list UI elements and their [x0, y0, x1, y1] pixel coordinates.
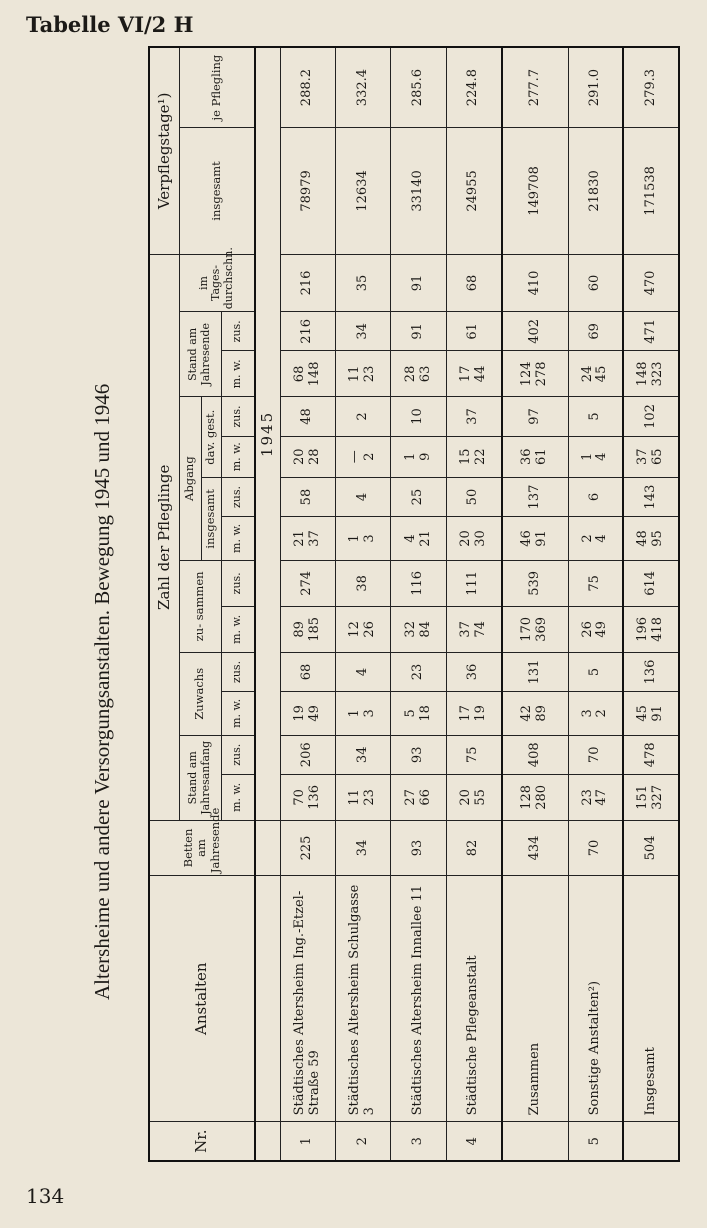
cell-w-value: 28 — [306, 448, 322, 466]
cell-w-value: 9 — [417, 452, 433, 461]
cell-vp-insgesamt: 149708 — [502, 128, 568, 255]
cell-m-value: 37 — [457, 621, 473, 638]
cell-w-value: 61 — [534, 448, 550, 466]
cell-nr — [502, 1122, 568, 1161]
data-table-container — [148, 46, 680, 1162]
cell-w-value: 91 — [534, 530, 550, 547]
cell-gest-zus: 37 — [446, 397, 501, 436]
cell-m-value: 1 — [579, 452, 595, 461]
cell-betten: 93 — [391, 820, 446, 875]
cell-tages: 91 — [391, 254, 446, 312]
cell-m-value: 11 — [347, 365, 363, 383]
cell-m-value: 1 — [347, 534, 363, 543]
cell-zs-zus: 539 — [502, 560, 568, 606]
cell-zuw-mw — [446, 692, 501, 736]
cell-w-value: 55 — [472, 789, 488, 806]
page-tag: Tabelle VI/2 H — [26, 12, 194, 37]
cell-m-value: 17 — [457, 705, 473, 722]
cell-zuw-mw — [502, 692, 568, 736]
table-row — [446, 47, 501, 1161]
cell-zuw-mw — [336, 692, 391, 736]
table-row — [623, 47, 679, 1161]
cell-m-value: 20 — [457, 530, 473, 547]
cell-gest-zus: 5 — [568, 397, 623, 436]
cell-vp-je: 288.2 — [280, 47, 335, 128]
cell-abg-zus: 143 — [623, 477, 679, 516]
cell-w-value: 26 — [362, 621, 378, 638]
cell-w-value: 369 — [534, 616, 550, 642]
cell-w-value: 91 — [650, 705, 666, 722]
header-davon-gestorben: dav. gest. — [201, 397, 221, 478]
cell-end-mw — [336, 351, 391, 397]
cell-m-value: 12 — [347, 621, 363, 638]
cell-vp-je: 224.8 — [446, 47, 501, 128]
cell-w-value: 45 — [594, 365, 610, 383]
cell-w-value: 23 — [362, 365, 378, 383]
cell-m-value: 1 — [347, 709, 363, 718]
cell-anf-zus: 408 — [502, 735, 568, 774]
cell-w-value: 49 — [594, 621, 610, 638]
header-zus: zus. — [221, 652, 255, 691]
cell-anstalt-name: Städtisches Altersheim Innallee 11 — [391, 876, 446, 1122]
cell-anstalt-name: Städtische Pflegeanstalt — [446, 876, 501, 1122]
cell-zs-mw — [336, 606, 391, 652]
table-row — [568, 47, 623, 1161]
cell-zs-mw — [502, 606, 568, 652]
cell-zuw-mw — [568, 692, 623, 736]
cell-end-zus: 61 — [446, 312, 501, 351]
cell-gest-mw — [391, 436, 446, 477]
cell-anf-zus: 478 — [623, 735, 679, 774]
cell-gest-zus: 10 — [391, 397, 446, 436]
cell-betten: 34 — [336, 820, 391, 875]
cell-m-value: 32 — [402, 621, 418, 638]
cell-m-value: 20 — [291, 448, 307, 466]
cell-vp-insgesamt: 78979 — [280, 128, 335, 255]
cell-w-value: 3 — [362, 709, 378, 718]
cell-vp-je: 291.0 — [568, 47, 623, 128]
cell-w-value: 95 — [650, 530, 666, 547]
cell-m-value: 11 — [347, 789, 363, 806]
header-je-pflegling: je Pflegling — [179, 47, 255, 128]
cell-m-value: 128 — [519, 784, 535, 810]
cell-w-value: 3 — [362, 534, 378, 543]
cell-m-value: 70 — [291, 789, 307, 806]
cell-zs-zus: 111 — [446, 560, 501, 606]
cell-anstalt-name: Städtisches Altersheim Schulgasse 3 — [336, 876, 391, 1122]
table-row — [391, 47, 446, 1161]
cell-m-value: 4 — [402, 534, 418, 543]
cell-m-value: 21 — [291, 530, 307, 547]
cell-gest-mw — [280, 436, 335, 477]
cell-abg-zus: 50 — [446, 477, 501, 516]
cell-anf-mw — [446, 774, 501, 820]
cell-m-value: 17 — [457, 365, 473, 383]
cell-abg-zus: 58 — [280, 477, 335, 516]
data-table — [148, 46, 680, 1162]
cell-w-value: 74 — [472, 621, 488, 638]
cell-anf-mw — [623, 774, 679, 820]
cell-m-value: 5 — [402, 709, 418, 718]
cell-m-value: 27 — [402, 789, 418, 806]
cell-m-value: 24 — [579, 365, 595, 383]
cell-m-value: 170 — [519, 616, 535, 642]
cell-w-value: 47 — [594, 789, 610, 806]
cell-zuw-mw — [391, 692, 446, 736]
cell-anf-mw — [391, 774, 446, 820]
cell-abg-mw — [336, 517, 391, 561]
cell-zs-zus: 116 — [391, 560, 446, 606]
table-row — [280, 47, 335, 1161]
header-zuwachs: Zuwachs — [179, 652, 221, 735]
cell-anstalt-name: Sonstige Anstalten²) — [568, 876, 623, 1122]
header-abgang: Abgang — [179, 397, 201, 560]
cell-w-value: 89 — [534, 705, 550, 722]
cell-zuw-zus: 68 — [280, 652, 335, 691]
year-label: 1945 — [255, 47, 280, 820]
cell-anstalt-name: Insgesamt — [623, 876, 679, 1122]
header-zahl-pfleglinge: Zahl der Pfleglinge — [149, 254, 179, 820]
header-mw: m. w. — [221, 606, 255, 652]
header-vp-insgesamt: insgesamt — [179, 128, 255, 255]
header-mw: m. w. — [221, 774, 255, 820]
cell-end-zus: 471 — [623, 312, 679, 351]
cell-abg-mw — [446, 517, 501, 561]
cell-vp-je: 279.3 — [623, 47, 679, 128]
cell-w-value: 22 — [472, 448, 488, 466]
header-mw: m. w. — [221, 692, 255, 736]
cell-m-value: 151 — [635, 784, 651, 810]
cell-abg-zus: 25 — [391, 477, 446, 516]
cell-w-value: 84 — [417, 621, 433, 638]
cell-end-zus: 34 — [336, 312, 391, 351]
cell-m-value: 36 — [519, 448, 535, 466]
cell-nr: 5 — [568, 1122, 623, 1161]
cell-w-value: 30 — [472, 530, 488, 547]
table-body — [255, 47, 679, 1161]
table-row — [502, 47, 568, 1161]
cell-m-value: 46 — [519, 530, 535, 547]
cell-gest-mw — [336, 436, 391, 477]
cell-abg-mw — [568, 517, 623, 561]
cell-tages: 35 — [336, 254, 391, 312]
cell-tages: 60 — [568, 254, 623, 312]
cell-tages: 68 — [446, 254, 501, 312]
cell-betten: 504 — [623, 820, 679, 875]
cell-anf-zus: 70 — [568, 735, 623, 774]
cell-tages: 410 — [502, 254, 568, 312]
header-abgang-insgesamt: insgesamt — [201, 477, 221, 560]
cell-m-value: — — [347, 450, 363, 464]
cell-zs-zus: 614 — [623, 560, 679, 606]
cell-m-value: 45 — [635, 705, 651, 722]
cell-m-value: 1 — [402, 452, 418, 461]
cell-vp-je: 277.7 — [502, 47, 568, 128]
cell-zuw-zus: 5 — [568, 652, 623, 691]
cell-w-value: 418 — [650, 616, 666, 642]
cell-m-value: 124 — [519, 361, 535, 387]
cell-w-value: 21 — [417, 530, 433, 547]
cell-w-value: 18 — [417, 705, 433, 722]
cell-abg-mw — [502, 517, 568, 561]
header-verpflegstage: Verpflegstage¹) — [149, 47, 179, 254]
cell-gest-mw — [623, 436, 679, 477]
cell-m-value: 196 — [635, 616, 651, 642]
cell-w-value: 136 — [306, 784, 322, 810]
cell-zs-mw — [280, 606, 335, 652]
header-zus: zus. — [221, 397, 255, 436]
cell-m-value: 68 — [291, 365, 307, 383]
cell-zuw-zus: 131 — [502, 652, 568, 691]
cell-m-value: 42 — [519, 705, 535, 722]
cell-w-value: 37 — [306, 530, 322, 547]
cell-betten: 225 — [280, 820, 335, 875]
cell-gest-mw — [446, 436, 501, 477]
header-mw: m. w. — [221, 517, 255, 561]
cell-gest-mw — [568, 436, 623, 477]
cell-anstalt-name: Zusammen — [502, 876, 568, 1122]
cell-abg-zus: 137 — [502, 477, 568, 516]
cell-m-value: 48 — [635, 530, 651, 547]
cell-m-value: 37 — [635, 448, 651, 466]
cell-gest-zus: 2 — [336, 397, 391, 436]
cell-zuw-mw — [280, 692, 335, 736]
cell-m-value: 148 — [635, 361, 651, 387]
cell-tages: 470 — [623, 254, 679, 312]
cell-w-value: 4 — [594, 534, 610, 543]
cell-zuw-zus: 4 — [336, 652, 391, 691]
cell-m-value: 3 — [579, 709, 595, 718]
cell-w-value: 185 — [306, 616, 322, 642]
cell-anf-zus: 34 — [336, 735, 391, 774]
cell-anf-zus: 93 — [391, 735, 446, 774]
cell-w-value: 148 — [306, 361, 322, 387]
cell-gest-zus: 48 — [280, 397, 335, 436]
cell-m-value: 23 — [579, 789, 595, 806]
cell-betten: 82 — [446, 820, 501, 875]
cell-abg-mw — [623, 517, 679, 561]
cell-vp-je: 332.4 — [336, 47, 391, 128]
cell-zuw-zus: 136 — [623, 652, 679, 691]
cell-end-mw — [502, 351, 568, 397]
header-zus: zus. — [221, 477, 255, 516]
cell-m-value: 89 — [291, 621, 307, 638]
header-zusammen: zu- sammen — [179, 560, 221, 652]
cell-end-mw — [391, 351, 446, 397]
cell-vp-je: 285.6 — [391, 47, 446, 128]
cell-abg-mw — [391, 517, 446, 561]
cell-gest-zus: 102 — [623, 397, 679, 436]
cell-w-value: 2 — [362, 452, 378, 461]
cell-end-zus: 91 — [391, 312, 446, 351]
cell-betten: 434 — [502, 820, 568, 875]
cell-m-value: 20 — [457, 789, 473, 806]
cell-nr: 4 — [446, 1122, 501, 1161]
cell-anf-mw — [336, 774, 391, 820]
cell-nr: 2 — [336, 1122, 391, 1161]
header-nr: Nr. — [149, 1122, 255, 1161]
cell-vp-insgesamt: 171538 — [623, 128, 679, 255]
cell-anf-mw — [502, 774, 568, 820]
cell-zs-zus: 274 — [280, 560, 335, 606]
cell-vp-insgesamt: 21830 — [568, 128, 623, 255]
header-stand-ende: Stand am Jahresende — [179, 312, 221, 397]
cell-zs-mw — [391, 606, 446, 652]
page-title: Altersheime und andere Versorgungsanstalten. Bewegung 1945 und 1946 — [90, 383, 114, 1000]
cell-w-value: 19 — [472, 705, 488, 722]
cell-nr: 1 — [280, 1122, 335, 1161]
cell-w-value: 66 — [417, 789, 433, 806]
cell-nr: 3 — [391, 1122, 446, 1161]
cell-zs-mw — [623, 606, 679, 652]
cell-zs-zus: 75 — [568, 560, 623, 606]
cell-w-value: 44 — [472, 365, 488, 383]
cell-gest-mw — [502, 436, 568, 477]
cell-zs-mw — [446, 606, 501, 652]
cell-end-zus: 216 — [280, 312, 335, 351]
cell-m-value: 15 — [457, 448, 473, 466]
cell-anf-zus: 206 — [280, 735, 335, 774]
cell-end-mw — [568, 351, 623, 397]
cell-vp-insgesamt: 33140 — [391, 128, 446, 255]
cell-w-value: 278 — [534, 361, 550, 387]
cell-zuw-mw — [623, 692, 679, 736]
cell-end-zus: 402 — [502, 312, 568, 351]
cell-gest-zus: 97 — [502, 397, 568, 436]
header-mw: m. w. — [221, 436, 255, 477]
header-zus: zus. — [221, 735, 255, 774]
cell-w-value: 49 — [306, 705, 322, 722]
cell-anstalt-name: Städtisches Altersheim Ing.-Etzel-Straße 59 — [280, 876, 335, 1122]
cell-m-value: 19 — [291, 705, 307, 722]
cell-vp-insgesamt: 12634 — [336, 128, 391, 255]
cell-w-value: 280 — [534, 784, 550, 810]
header-zus: zus. — [221, 312, 255, 351]
header-mw: m. w. — [221, 351, 255, 397]
cell-w-value: 63 — [417, 365, 433, 383]
cell-end-zus: 69 — [568, 312, 623, 351]
cell-vp-insgesamt: 24955 — [446, 128, 501, 255]
cell-tages: 216 — [280, 254, 335, 312]
header-betten: Betten am Jahresende — [149, 820, 255, 875]
header-tages-durchschnitt: im Tages- durchschn. — [179, 254, 255, 312]
cell-w-value: 23 — [362, 789, 378, 806]
cell-w-value: 65 — [650, 448, 666, 466]
cell-nr — [623, 1122, 679, 1161]
cell-m-value: 26 — [579, 621, 595, 638]
cell-abg-zus: 6 — [568, 477, 623, 516]
table-row — [336, 47, 391, 1161]
cell-end-mw — [623, 351, 679, 397]
header-anstalten: Anstalten — [149, 876, 255, 1122]
cell-w-value: 323 — [650, 361, 666, 387]
cell-anf-zus: 75 — [446, 735, 501, 774]
cell-w-value: 2 — [594, 709, 610, 718]
cell-zuw-zus: 36 — [446, 652, 501, 691]
cell-w-value: 327 — [650, 784, 666, 810]
cell-zs-zus: 38 — [336, 560, 391, 606]
cell-zuw-zus: 23 — [391, 652, 446, 691]
header-stand-anfang: Stand am Jahresanfang — [179, 735, 221, 820]
cell-anf-mw — [568, 774, 623, 820]
cell-end-mw — [446, 351, 501, 397]
cell-m-value: 28 — [402, 365, 418, 383]
header-zus: zus. — [221, 560, 255, 606]
cell-m-value: 2 — [579, 534, 595, 543]
page-number: 134 — [26, 1184, 65, 1208]
cell-zs-mw — [568, 606, 623, 652]
cell-end-mw — [280, 351, 335, 397]
cell-abg-zus: 4 — [336, 477, 391, 516]
cell-anf-mw — [280, 774, 335, 820]
cell-betten: 70 — [568, 820, 623, 875]
cell-w-value: 4 — [594, 452, 610, 461]
cell-abg-mw — [280, 517, 335, 561]
